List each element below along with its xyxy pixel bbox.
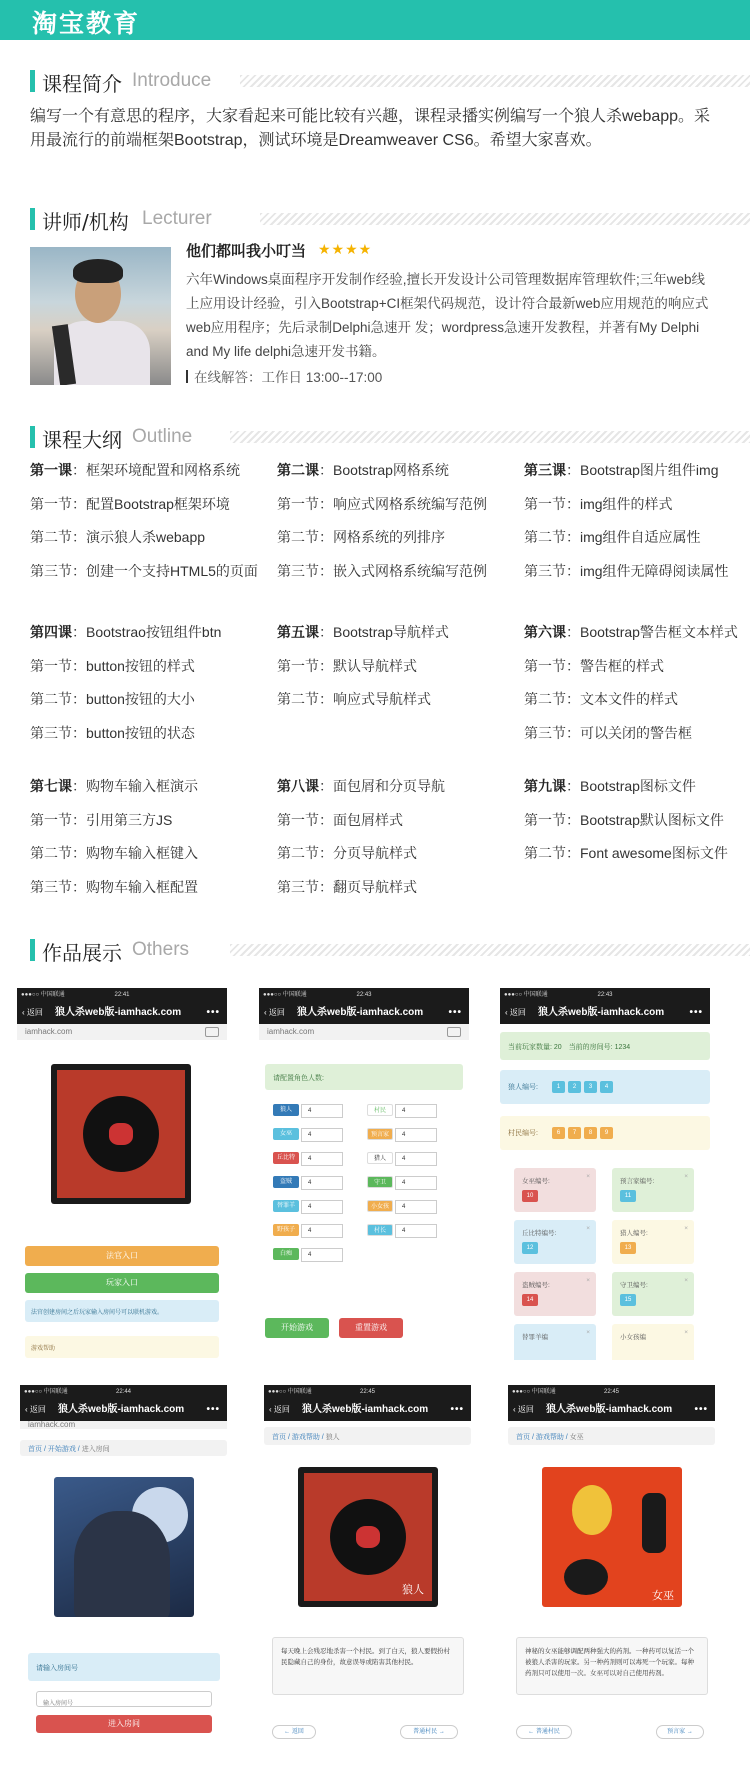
- judge-entry-button[interactable]: 法官入口: [25, 1246, 219, 1266]
- lesson-number: 第一课: [30, 462, 72, 478]
- role-label: 狼人: [273, 1104, 299, 1116]
- section-divider: [240, 75, 750, 87]
- role-label: 守卫: [367, 1176, 393, 1188]
- role-card-label: 守卫编号:: [620, 1282, 648, 1289]
- lecturer-description: 六年Windows桌面程序开发制作经验,擅长开发设计公司管理数据库管理软件;三年web线上应用设计经验，引入Bootstrap+CI框架代码规范，设计符合最新web应用规范的响应式web应用程序；先后录制Delphi急速开 发；wordpress急速开发教程，并著有My Delphi and My life delphi急速开发书籍。: [186, 272, 709, 359]
- section-title: 课程简介: [42, 72, 122, 96]
- section-marker: [30, 426, 35, 448]
- more-icon[interactable]: •••: [689, 1007, 703, 1018]
- next-page-button[interactable]: 普通村民 →: [400, 1725, 458, 1739]
- lesson-item: 第二节：响应式导航样式: [277, 691, 431, 707]
- lesson-item: 第三节：嵌入式网格系统编写范例: [277, 563, 487, 579]
- lesson-item: 第一节：警告框的样式: [524, 658, 664, 674]
- role-number-card: [514, 1220, 596, 1264]
- lesson-item: 第二节：演示狼人杀webapp: [30, 529, 206, 545]
- number-badge: 15: [620, 1294, 636, 1306]
- number-badge[interactable]: 9: [600, 1127, 613, 1139]
- menu-icon[interactable]: [447, 1027, 461, 1037]
- section-marker: [30, 70, 35, 92]
- role-description: 每天晚上会残忍地杀害一个村民。到了白天，狼人要假扮村民隐藏自己的身份，故意误导或陷害其他村民。: [272, 1637, 464, 1695]
- role-number-card: [612, 1168, 694, 1212]
- close-icon[interactable]: ×: [586, 1225, 590, 1232]
- role-label: 女巫: [273, 1128, 299, 1140]
- screenshot-help-werewolf: [264, 1385, 471, 1755]
- back-button[interactable]: ‹ 返回: [25, 1405, 46, 1414]
- section-title: 作品展示: [42, 941, 122, 965]
- lesson-item: 第二节：button按钮的大小: [30, 691, 195, 707]
- more-icon[interactable]: •••: [694, 1404, 708, 1415]
- back-button[interactable]: ‹ 返回: [22, 1008, 43, 1017]
- section-divider: [230, 944, 750, 956]
- lesson-number: 第二课: [277, 462, 319, 478]
- status-bar: ●●●○○ 中国联通 22:45: [264, 1385, 471, 1399]
- lesson-item: 第一节：img组件的样式: [524, 496, 673, 512]
- room-number-input[interactable]: [37, 1697, 211, 1711]
- role-card-label: 猎人编号:: [620, 1230, 648, 1237]
- section-divider: [230, 431, 750, 443]
- role-label: 村长: [367, 1224, 393, 1236]
- status-bar: ●●●○○ 中国联通 22:43: [259, 988, 469, 1002]
- section-marker: [30, 208, 35, 230]
- lesson-title: Bootstrap图标文件: [580, 778, 696, 794]
- section-subtitle: Outline: [132, 426, 193, 447]
- section-title: 讲师/机构: [42, 210, 129, 234]
- url-bar: iamhack.com: [20, 1421, 227, 1429]
- role-card-label: 小女孩编: [620, 1334, 646, 1341]
- number-badge[interactable]: 1: [552, 1081, 565, 1093]
- role-number-card: [514, 1168, 596, 1212]
- screenshot-home: [17, 988, 227, 1360]
- number-badge: 12: [522, 1242, 538, 1254]
- info-alert: 法官创建房间之后玩家输入房间号可以联机游戏。: [25, 1300, 219, 1322]
- lesson-title: Bootstrap图片组件img: [580, 462, 719, 478]
- section-title: 课程大纲: [42, 428, 122, 452]
- lesson-title: Bootstrap警告框文本样式: [580, 624, 738, 640]
- section-subtitle: Others: [132, 939, 190, 960]
- section-marker: [30, 939, 35, 961]
- role-count-stepper[interactable]: 4: [395, 1176, 437, 1190]
- role-label: 白痴: [273, 1248, 299, 1260]
- werewolf-artwork-image: [54, 1477, 194, 1617]
- role-count-stepper[interactable]: 4: [301, 1224, 343, 1238]
- close-icon[interactable]: ×: [684, 1277, 688, 1284]
- rating-stars-icon: ★★★★: [318, 241, 373, 257]
- lesson-title: Bootstrap导航样式: [333, 624, 449, 640]
- role-label: 野孩子: [273, 1224, 299, 1236]
- screenshot-config: [259, 988, 469, 1360]
- role-label: 猎人: [367, 1152, 393, 1164]
- role-label: 盗贼: [273, 1176, 299, 1188]
- lesson-number: 第六课: [524, 624, 566, 640]
- title-bar: ‹ 返回 狼人杀web版-iamhack.com •••: [259, 1002, 469, 1024]
- back-button[interactable]: ‹ 返回: [264, 1008, 285, 1017]
- role-number-card: [514, 1324, 596, 1360]
- config-heading: 请配置角色人数:: [265, 1064, 463, 1090]
- role-number-card: [612, 1272, 694, 1316]
- title-bar: ‹ 返回 狼人杀web版-iamhack.com •••: [17, 1002, 227, 1024]
- player-entry-button[interactable]: 玩家入口: [25, 1273, 219, 1293]
- menu-icon[interactable]: [205, 1027, 219, 1037]
- lecturer-name: 他们都叫我小叮当: [186, 243, 307, 260]
- number-badge: 10: [522, 1190, 538, 1202]
- close-icon[interactable]: ×: [586, 1329, 590, 1336]
- enter-room-button[interactable]: 进入房间: [36, 1715, 212, 1733]
- role-count-stepper[interactable]: 4: [301, 1128, 343, 1142]
- section-divider: [260, 213, 750, 225]
- breadcrumb: 首页 / 游戏帮助 / 女巫: [508, 1427, 715, 1445]
- number-badge: 11: [620, 1190, 636, 1202]
- title-bar: ‹ 返回 狼人杀web版-iamhack.com •••: [500, 1002, 710, 1024]
- lesson-item: 第一节：默认导航样式: [277, 658, 417, 674]
- werewolf-card-image: [51, 1064, 191, 1204]
- number-badge[interactable]: 2: [568, 1081, 581, 1093]
- close-icon[interactable]: ×: [684, 1173, 688, 1180]
- role-description: 神秘的女巫能够调配两种强大的药剂。一种药可以复活一个被狼人杀害的玩家。另一种药剂则可以毒死一个玩家。每种药剂只可以使用一次。女巫可以对自己使用药剂。: [516, 1637, 708, 1695]
- lesson-title: Bootstrap网格系统: [333, 462, 449, 478]
- screenshot-help-witch: [508, 1385, 715, 1755]
- lesson-item: 第一节：引用第三方JS: [30, 812, 173, 828]
- role-count-stepper[interactable]: 4: [301, 1104, 343, 1118]
- back-button[interactable]: ‹ 返回: [269, 1405, 290, 1414]
- close-icon[interactable]: ×: [684, 1225, 688, 1232]
- screenshot-room: [500, 988, 710, 1360]
- lecturer-photo: [30, 247, 171, 385]
- lesson-item: 第三节：可以关闭的警告框: [524, 725, 692, 741]
- lesson-item: 第二节：网格系统的列排序: [277, 529, 445, 545]
- section-subtitle: Introduce: [132, 70, 212, 91]
- section-header-lecturer: [30, 206, 750, 232]
- section-header-intro: [30, 68, 750, 94]
- wolf-numbers: 狼人编号: 1 2 3 4: [500, 1070, 710, 1104]
- role-count-stepper[interactable]: 4: [301, 1248, 343, 1262]
- title-bar: ‹ 返回 狼人杀web版-iamhack.com •••: [264, 1399, 471, 1421]
- reset-game-button[interactable]: 重置游戏: [339, 1318, 403, 1338]
- role-label: 丘比特: [273, 1152, 299, 1164]
- role-card-label: 丘比特编号:: [522, 1230, 557, 1237]
- room-info: 当前玩家数量: 20 当前的房间号: 1234: [500, 1032, 710, 1060]
- role-label: 预言家: [367, 1128, 393, 1140]
- lecturer-hours: 在线解答：工作日 13:00--17:00: [186, 366, 382, 386]
- number-badge[interactable]: 6: [552, 1127, 565, 1139]
- close-icon[interactable]: ×: [586, 1277, 590, 1284]
- number-badge[interactable]: 4: [600, 1081, 613, 1093]
- role-number-card: [612, 1324, 694, 1360]
- room-input-label: 请输入房间号: [28, 1653, 220, 1681]
- role-count-stepper[interactable]: 4: [301, 1176, 343, 1190]
- lesson-item: 第二节：Font awesome图标文件: [524, 845, 728, 861]
- villager-numbers: 村民编号: 6 7 8 9: [500, 1116, 710, 1150]
- lesson-item: 第二节：分页导航样式: [277, 845, 417, 861]
- lesson-item: 第二节：img组件自适应属性: [524, 529, 701, 545]
- role-number-card: [514, 1272, 596, 1316]
- role-count-stepper[interactable]: 4: [301, 1200, 343, 1214]
- lesson-number: 第八课: [277, 778, 319, 794]
- lesson-item: 第三节：button按钮的状态: [30, 725, 195, 741]
- close-icon[interactable]: ×: [586, 1173, 590, 1180]
- breadcrumb: 首页 / 开始游戏 / 进入房间: [20, 1440, 227, 1456]
- lesson-number: 第七课: [30, 778, 72, 794]
- more-icon[interactable]: •••: [206, 1007, 220, 1018]
- number-badge: 13: [620, 1242, 636, 1254]
- url-bar: iamhack.com: [17, 1024, 227, 1040]
- lesson-item: 第一节：Bootstrap默认图标文件: [524, 812, 724, 828]
- number-badge: 14: [522, 1294, 538, 1306]
- intro-text: 编写一个有意思的程序，大家看起来可能比较有兴趣，课程录播实例编写一个狼人杀webapp。采用最流行的前端框架Bootstrap，测试环境是Dreamweaver CS6。希望大家喜欢。: [30, 108, 711, 149]
- role-card-label: 女巫编号:: [522, 1178, 550, 1185]
- more-icon[interactable]: •••: [450, 1404, 464, 1415]
- number-badge[interactable]: 7: [568, 1127, 581, 1139]
- lesson-item: 第三节：创建一个支持HTML5的页面: [30, 563, 258, 579]
- lesson-item: 第二节：购物车输入框键入: [30, 845, 198, 861]
- title-bar: ‹ 返回 狼人杀web版-iamhack.com •••: [508, 1399, 715, 1421]
- role-label: 村民: [367, 1104, 393, 1116]
- role-label: 小女孩: [367, 1200, 393, 1212]
- more-icon[interactable]: •••: [206, 1404, 220, 1415]
- lesson-title: 购物车输入框演示: [86, 778, 198, 794]
- screenshot-enter-room: [20, 1385, 227, 1755]
- role-count-stepper[interactable]: 4: [395, 1104, 437, 1118]
- role-count-stepper[interactable]: 4: [395, 1152, 437, 1166]
- header-bar: [0, 0, 750, 40]
- lesson-item: 第一节：button按钮的样式: [30, 658, 195, 674]
- title-bar: ‹ 返回 狼人杀web版-iamhack.com •••: [20, 1399, 227, 1421]
- role-label: 替罪羊: [273, 1200, 299, 1212]
- role-card-label: 盗贼编号:: [522, 1282, 550, 1289]
- role-count-stepper[interactable]: 4: [301, 1152, 343, 1166]
- lesson-number: 第五课: [277, 624, 319, 640]
- status-bar: ●●●○○ 中国联通 22:41: [17, 988, 227, 1002]
- section-subtitle: Lecturer: [142, 208, 212, 229]
- lesson-title: Bootstrao按钮组件btn: [86, 624, 222, 640]
- lesson-item: 第三节：购物车输入框配置: [30, 879, 198, 895]
- back-button[interactable]: ‹ 返回: [505, 1008, 526, 1017]
- witch-card-image: 女巫: [542, 1467, 682, 1607]
- brand-logo[interactable]: 淘宝教育: [32, 9, 141, 38]
- role-card-label: 替罪羊编: [522, 1334, 548, 1341]
- werewolf-card-image: 狼人: [298, 1467, 438, 1607]
- status-bar: ●●●○○ 中国联通 22:44: [20, 1385, 227, 1399]
- status-bar: ●●●○○ 中国联通 22:45: [508, 1385, 715, 1399]
- more-icon[interactable]: •••: [448, 1007, 462, 1018]
- lesson-title: 面包屑和分页导航: [333, 778, 445, 794]
- prev-page-button[interactable]: ← 返回: [272, 1725, 316, 1739]
- number-badge[interactable]: 3: [584, 1081, 597, 1093]
- help-link[interactable]: 游戏帮助: [25, 1336, 219, 1358]
- prev-page-button[interactable]: ← 普通村民: [516, 1725, 572, 1739]
- section-header-outline: [30, 424, 750, 450]
- lesson-number: 第九课: [524, 778, 566, 794]
- lesson-number: 第三课: [524, 462, 566, 478]
- lesson-item: 第一节：面包屑样式: [277, 812, 403, 828]
- back-button[interactable]: ‹ 返回: [513, 1405, 534, 1414]
- next-page-button[interactable]: 预言家 →: [656, 1725, 704, 1739]
- breadcrumb: 首页 / 游戏帮助 / 狼人: [264, 1427, 471, 1445]
- lesson-item: 第三节：翻页导航样式: [277, 879, 417, 895]
- role-count-stepper[interactable]: 4: [395, 1224, 437, 1238]
- lesson-item: 第一节：响应式网格系统编写范例: [277, 496, 487, 512]
- lesson-item: 第二节：文本文件的样式: [524, 691, 678, 707]
- url-bar: iamhack.com: [259, 1024, 469, 1040]
- number-badge[interactable]: 8: [584, 1127, 597, 1139]
- status-bar: ●●●○○ 中国联通 22:43: [500, 988, 710, 1002]
- role-count-stepper[interactable]: 4: [395, 1200, 437, 1214]
- role-count-stepper[interactable]: 4: [395, 1128, 437, 1142]
- role-card-label: 预言家编号:: [620, 1178, 655, 1185]
- section-header-works: [30, 937, 750, 963]
- lesson-number: 第四课: [30, 624, 72, 640]
- lesson-item: 第一节：配置Bootstrap框架环境: [30, 496, 230, 512]
- lesson-item: 第三节：img组件无障碍阅读属性: [524, 563, 729, 579]
- close-icon[interactable]: ×: [684, 1329, 688, 1336]
- lesson-title: 框架环境配置和网格系统: [86, 462, 240, 478]
- role-number-card: [612, 1220, 694, 1264]
- start-game-button[interactable]: 开始游戏: [265, 1318, 329, 1338]
